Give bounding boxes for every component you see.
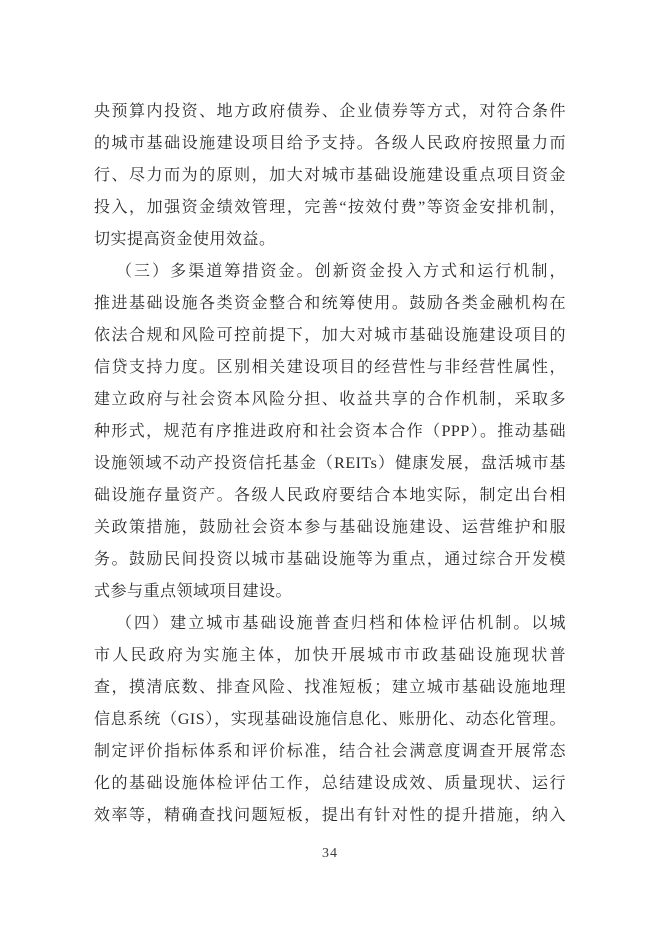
text-line: 效率等，精确查找问题短板，提出有针对性的提升措施，纳入 (94, 807, 566, 824)
text-line: 信贷支持力度。区别相关建设项目的经营性与非经营性属性， (94, 359, 566, 376)
text-line: 种形式，规范有序推进政府和社会资本合作（PPP）。推动基础 (94, 423, 566, 440)
text-line: 建立政府与社会资本风险分担、收益共享的合作机制，采取多 (94, 391, 566, 408)
text-line: （三）多渠道筹措资金。创新资金投入方式和运行机制， (116, 263, 566, 280)
text-line: （四）建立城市基础设施普查归档和体检评估机制。以城 (116, 615, 566, 632)
text-line: 的城市基础设施建设项目给予支持。各级人民政府按照量力而 (94, 135, 566, 152)
text-line: 切实提高资金使用效益。 (94, 231, 276, 248)
text-line: 信息系统（GIS），实现基础设施信息化、账册化、动态化管理。 (94, 711, 566, 728)
body-text (94, 96, 566, 832)
text-line: 投入，加强资金绩效管理，完善“按效付费”等资金安排机制， (94, 199, 566, 216)
text-line: 制定评价指标体系和评价标准，结合社会满意度调查开展常态 (94, 743, 566, 760)
text-line: 设施领域不动产投资信托基金（REITs）健康发展，盘活城市基 (94, 455, 566, 472)
page-number: 34 (322, 846, 338, 861)
text-line: 推进基础设施各类资金整合和统筹使用。鼓励各类金融机构在 (94, 295, 566, 312)
text-line: 央预算内投资、地方政府债券、企业债券等方式，对符合条件 (94, 103, 566, 120)
text-line: 化的基础设施体检评估工作，总结建设成效、质量现状、运行 (94, 775, 566, 792)
text-line: 市人民政府为实施主体，加快开展城市市政基础设施现状普 (94, 647, 566, 664)
text-line: 式参与重点领域项目建设。 (94, 583, 293, 600)
text-line: 行、尽力而为的原则，加大对城市基础设施建设重点项目资金 (94, 167, 566, 184)
text-line: 关政策措施，鼓励社会资本参与基础设施建设、运营维护和服 (94, 519, 566, 536)
text-line: 依法合规和风险可控前提下，加大对城市基础设施建设项目的 (94, 327, 566, 344)
text-line: 务。鼓励民间投资以城市基础设施等为重点，通过综合开发模 (94, 551, 566, 568)
text-line: 查，摸清底数、排查风险、找准短板；建立城市基础设施地理 (94, 679, 566, 696)
text-line: 础设施存量资产。各级人民政府要结合本地实际，制定出台相 (94, 487, 566, 504)
